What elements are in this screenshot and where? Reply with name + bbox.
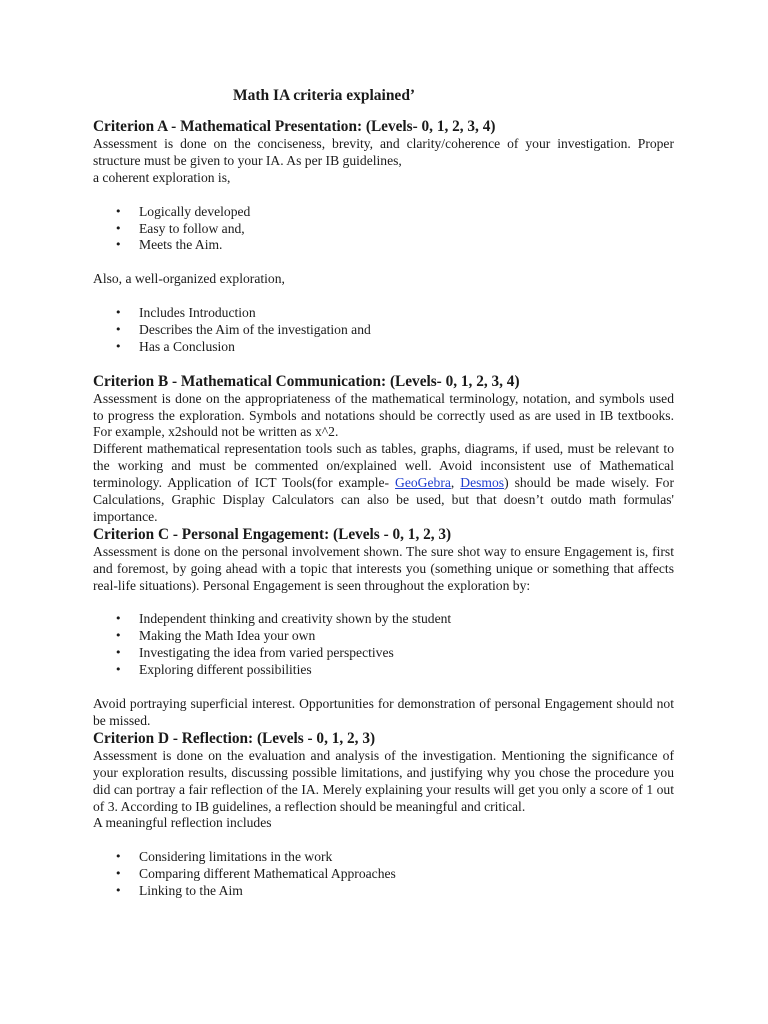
bullet-icon: • <box>115 238 122 252</box>
criterion-a-heading: Criterion A - Mathematical Presentation: (Levels- 0, 1, 2, 3, 4) <box>93 118 496 135</box>
criterion-d-list <box>93 849 674 900</box>
bullet-icon: • <box>115 322 122 336</box>
list-item: • Easy to follow and, <box>115 220 245 236</box>
criterion-a-paragraph-1: Assessment is done on the conciseness, brevity, and clarity/coherence of your investigation. Proper structure must be given to your IA. As per IB guidelines, <box>93 136 674 168</box>
criterion-b-section <box>93 373 674 526</box>
criterion-d-heading: Criterion D - Reflection: (Levels - 0, 1, 2, 3) <box>93 729 376 747</box>
criterion-a-section <box>93 118 674 373</box>
bullet-icon: • <box>115 850 122 864</box>
criterion-b-heading: Criterion B - Mathematical Communication: (Levels- 0, 1, 2, 3, 4) <box>93 372 520 390</box>
criterion-c-paragraph-2: Avoid portraying superficial interest. Opportunities for demonstration of personal Engagement should not be missed. <box>93 696 674 728</box>
document-title: Math IA criteria explained’ <box>233 87 416 104</box>
list-item: • Investigating the idea from varied perspectives <box>115 645 394 661</box>
list-item: • Meets the Aim. <box>115 237 223 253</box>
bullet-icon: • <box>115 306 122 320</box>
list-item: • Considering limitations in the work <box>115 849 333 865</box>
criterion-c-list <box>93 611 674 679</box>
criterion-a-paragraph-2: a coherent exploration is, <box>93 169 231 185</box>
criterion-b-paragraph-1: Assessment is done on the appropriateness of the mathematical terminology, notation, and symbols used to progress the exploration. Symbols and notations should be correctly used as are used in IB textbooks. For example, x2should not be written as x^2. <box>93 390 674 440</box>
bullet-icon: • <box>115 884 122 898</box>
list-item: • Has a Conclusion <box>115 338 235 354</box>
criterion-c-section <box>93 526 674 730</box>
criterion-d-paragraph-1: Assessment is done on the evaluation and analysis of the investigation. Mentioning the significance of your exploration results, discussing possible limitations, and justifying why you chose the procedure you did can portray a fair reflection of the IA. Merely explaining your results will get you only a score of 1 out of 3. According to IB guidelines, a reflection should be meaningful and critical. <box>93 747 674 814</box>
bullet-icon: • <box>115 663 122 677</box>
criterion-a-list-coherent <box>93 204 674 255</box>
list-item: • Making the Math Idea your own <box>115 628 316 644</box>
criterion-b-paragraph-2: Different mathematical representation tools such as tables, graphs, diagrams, if used, must be relevant to the working and must be commented on/explained well. Avoid inconsistent use of Mathematical terminology. Application of ICT Tools(for example- GeoGebra, Desmos) should be made wisely. For Calculations, Graphic Display Calculators can also be used, but that doesn’t outdo math formulas' importance. <box>93 441 674 524</box>
list-item: • Exploring different possibilities <box>115 662 312 678</box>
document-page <box>93 86 674 900</box>
list-item: • Comparing different Mathematical Approaches <box>115 866 396 882</box>
criterion-c-paragraph-1: Assessment is done on the personal involvement shown. The sure shot way to ensure Engagement is, first and foremost, by going ahead with a topic that interests you (something unique or something that affects real-life situations). Personal Engagement is seen throughout the exploration by: <box>93 543 674 593</box>
list-item: • Describes the Aim of the investigation and <box>115 321 371 337</box>
geogebra-link[interactable]: GeoGebra <box>395 475 451 491</box>
criterion-a-list-organized <box>93 305 674 356</box>
criterion-d-section <box>93 730 674 900</box>
criterion-a-paragraph-3: Also, a well-organized exploration, <box>93 271 285 287</box>
bullet-icon: • <box>115 221 122 235</box>
list-item: • Includes Introduction <box>115 305 256 321</box>
bullet-icon: • <box>115 204 122 218</box>
list-item: • Logically developed <box>115 203 251 219</box>
list-item: • Independent thinking and creativity shown by the student <box>115 611 452 627</box>
bullet-icon: • <box>115 646 122 660</box>
bullet-icon: • <box>115 867 122 881</box>
desmos-link[interactable]: Desmos <box>460 475 505 491</box>
list-item: • Linking to the Aim <box>115 883 243 899</box>
bullet-icon: • <box>115 612 122 626</box>
bullet-icon: • <box>115 629 122 643</box>
criterion-c-heading: Criterion C - Personal Engagement: (Levels - 0, 1, 2, 3) <box>93 525 452 543</box>
criterion-d-paragraph-2: A meaningful reflection includes <box>93 815 272 831</box>
bullet-icon: • <box>115 339 122 353</box>
